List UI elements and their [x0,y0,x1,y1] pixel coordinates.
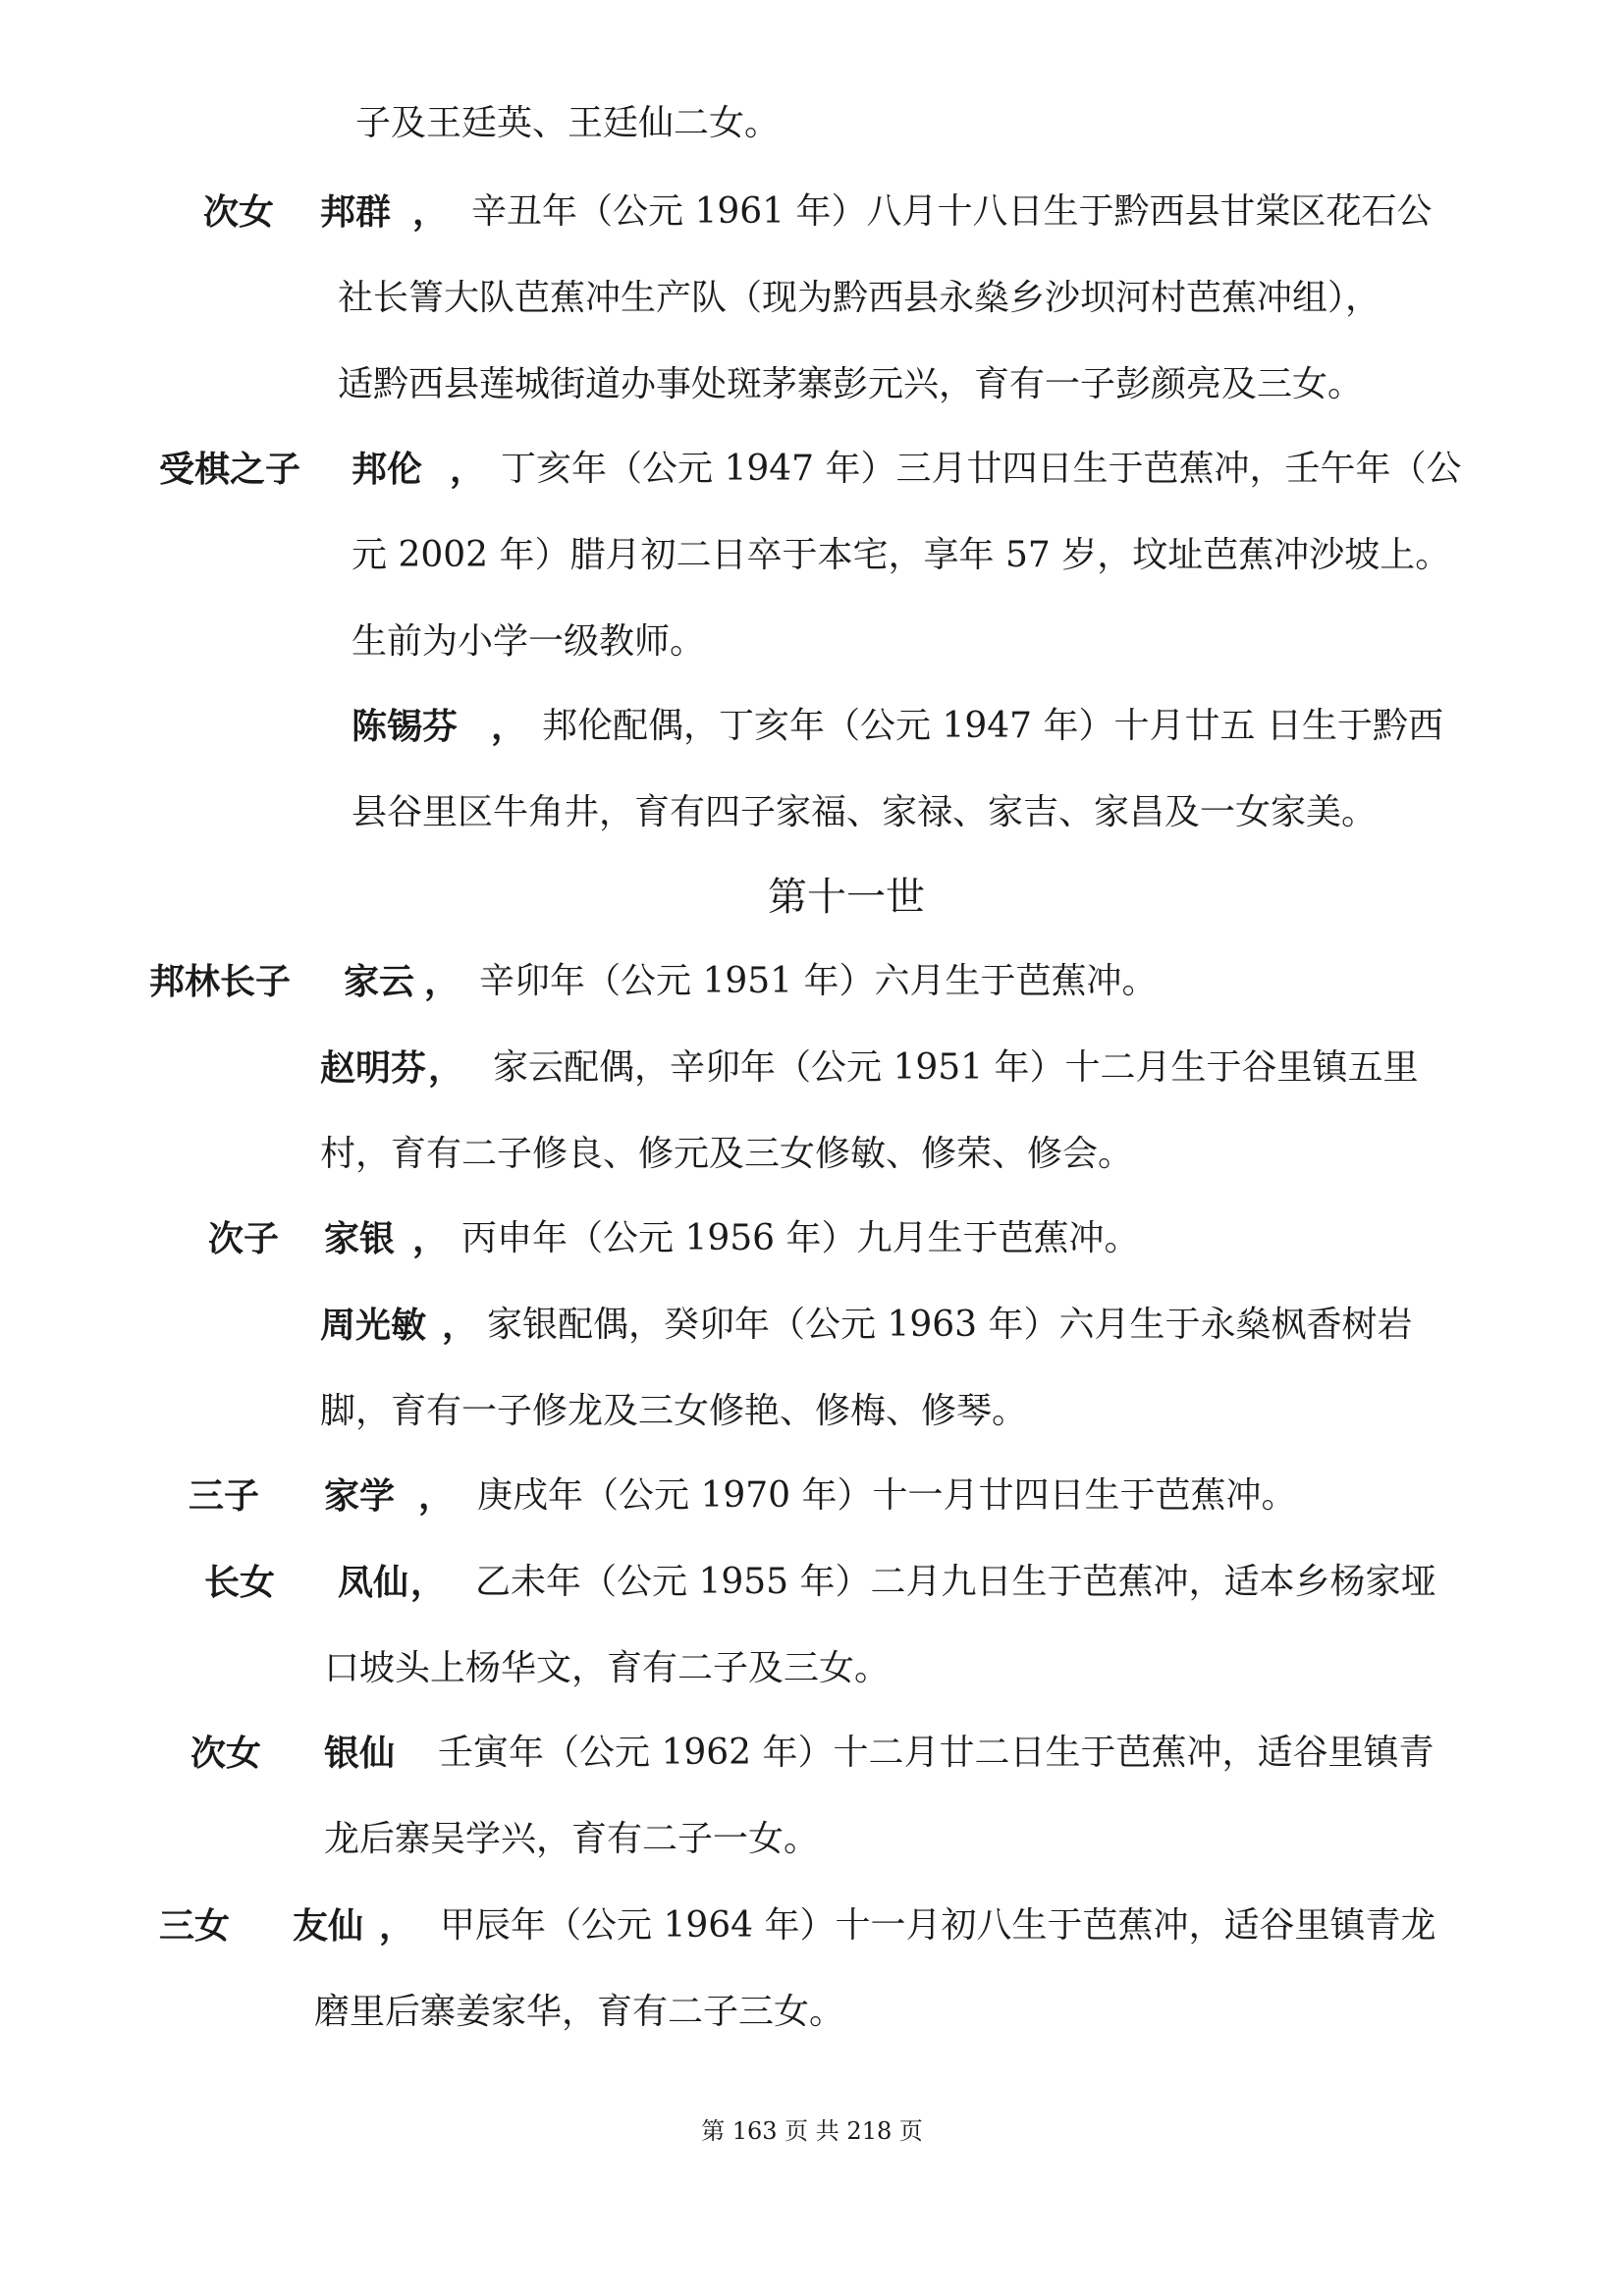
relation-label: 长女 [204,1562,276,1603]
name-comma: ， [412,191,449,233]
spouse-name: 赵明芬 [320,1047,427,1089]
entry-text: 社长箐大队芭蕉冲生产队（现为黔西县永燊乡沙坝河村芭蕉冲组）， [338,278,1381,318]
person-name: 凤仙 [338,1562,409,1603]
entry-text: 壬寅年（公元 1962 年）十二月廿二日生于芭蕉冲，适谷里镇青 [438,1733,1435,1773]
name-comma: ， [418,1475,455,1517]
relation-label: 次女 [190,1733,262,1774]
entry-text: 元 2002 年）腊月初二日卒于本宅，享年 57 岁，坟址芭蕉冲沙坡上。 [352,535,1451,575]
person-name: 家云 [344,961,415,1002]
entry-text: 辛丑年（公元 1961 年）八月十八日生于黔西县甘棠区花石公 [471,191,1433,232]
person-name: 家银 [324,1218,396,1259]
person-name: 银仙 [324,1733,396,1774]
relation-label: 三子 [189,1475,260,1517]
entry-text: 邦伦配偶，丁亥年（公元 1947 年）十月廿五 日生于黔西 [542,706,1443,746]
continuation-line: 子及王廷英、王廷仙二女。 [355,103,781,143]
entry-text: 丙申年（公元 1956 年）九月生于芭蕉冲。 [461,1218,1140,1258]
name-comma: ， [410,1562,447,1603]
entry-text: 村，育有二子修良、修元及三女修敏、修荣、修会。 [320,1134,1134,1174]
entry-text: 龙后寨吴学兴，育有二子一女。 [324,1819,820,1859]
entry-text: 生前为小学一级教师。 [352,621,706,662]
entry-text: 磨里后寨姜家华，育有二子三女。 [314,1992,845,2032]
person-name: 家学 [324,1475,396,1517]
generation-heading: 第十一世 [768,875,925,920]
name-comma: ， [450,449,486,490]
person-name: 邦伦 [352,449,423,490]
name-comma: ， [428,1047,464,1089]
relation-label: 受棋之子 [159,449,301,490]
entry-text: 庚戌年（公元 1970 年）十一月廿四日生于芭蕉冲。 [477,1475,1297,1516]
spouse-name: 周光敏 [320,1305,427,1346]
spouse-name: 陈锡芬 [352,706,459,747]
relation-label: 次女 [203,191,275,233]
entry-text: 县谷里区牛角井，育有四子家福、家禄、家吉、家昌及一女家美。 [352,792,1378,832]
relation-label: 三女 [159,1905,231,1947]
relation-label: 次子 [208,1218,280,1259]
person-name: 邦群 [320,191,392,233]
name-comma: ， [491,706,527,747]
name-comma: ， [424,961,460,1002]
entry-text: 家云配偶，辛卯年（公元 1951 年）十二月生于谷里镇五里 [493,1047,1419,1088]
person-name: 友仙 [293,1905,364,1947]
name-comma: ， [412,1218,449,1259]
entry-text: 丁亥年（公元 1947 年）三月廿四日生于芭蕉冲，壬午年（公 [501,449,1462,489]
entry-text: 乙未年（公元 1955 年）二月九日生于芭蕉冲，适本乡杨家垭 [475,1562,1436,1602]
entry-text: 适黔西县莲城街道办事处斑茅寨彭元兴，育有一子彭颜亮及三女。 [338,364,1364,404]
entry-text: 口坡头上杨华文，育有二子及三女。 [324,1648,891,1688]
relation-label: 邦林长子 [149,961,292,1002]
name-comma: ， [379,1905,415,1947]
entry-text: 脚，育有一子修龙及三女修艳、修梅、修琴。 [320,1391,1028,1431]
entry-text: 甲辰年（公元 1964 年）十一月初八生于芭蕉冲，适谷里镇青龙 [440,1905,1436,1946]
page-footer: 第 163 页 共 218 页 [701,2117,923,2145]
entry-text: 辛卯年（公元 1951 年）六月生于芭蕉冲。 [479,961,1158,1001]
name-comma: ， [442,1305,478,1346]
entry-text: 家银配偶，癸卯年（公元 1963 年）六月生于永燊枫香树岩 [487,1305,1413,1345]
